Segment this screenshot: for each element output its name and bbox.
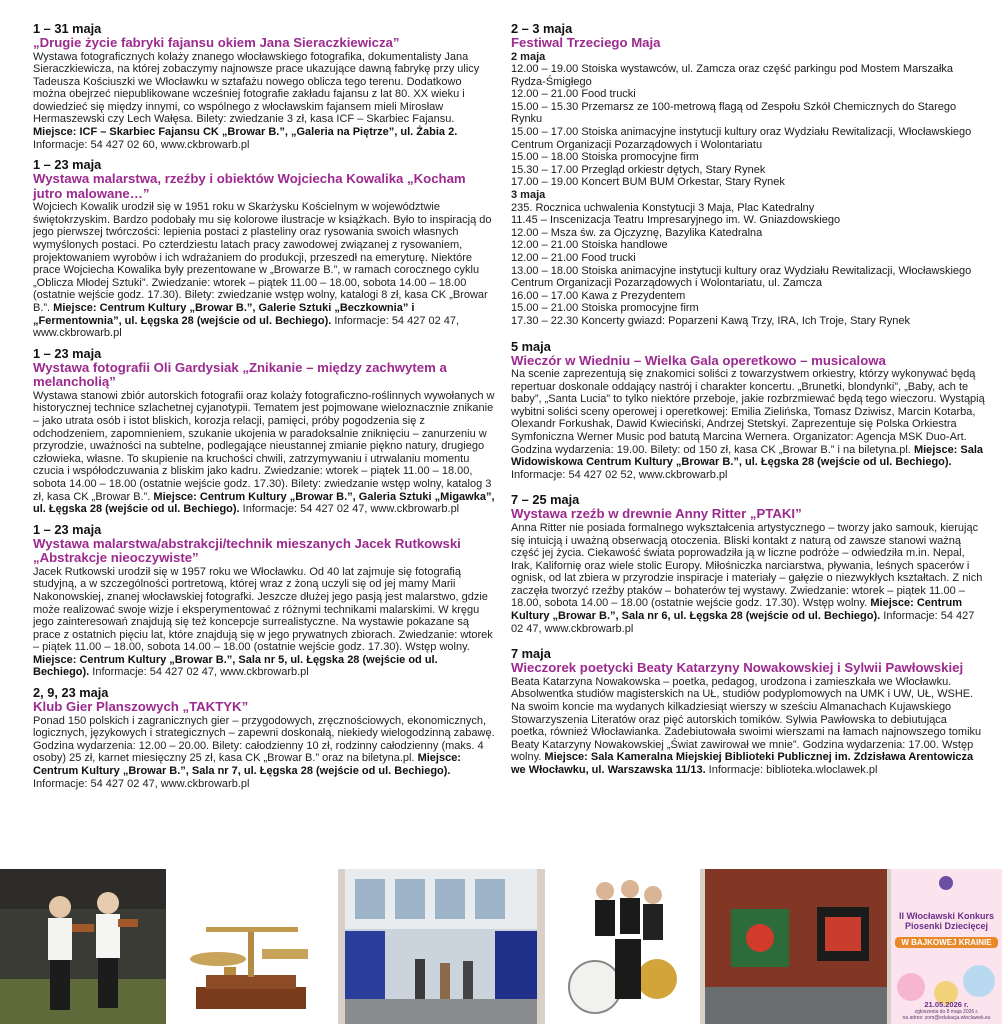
- event-place: Miejsce: Sala Widowiskowa Centrum Kultury „Browar B.”, ul. Łęgska 28 (wejście od ul. Bechiego).: [511, 443, 984, 469]
- event-date: 1 – 23 maja: [33, 345, 102, 361]
- event-title: Klub Gier Planszowych „TAKTYK”: [33, 699, 249, 715]
- event-title: Wystawa malarstwa/abstrakcji/technik mieszanych Jacek Rutkowski „Abstrakcje nieoczywiste”: [33, 535, 461, 566]
- event-title: Wystawa rzeźb w drewnie Anny Ritter „PTAKI”: [511, 506, 802, 522]
- event-place: Miejsce: Centrum Kultury „Browar B.”, Sala nr 6, ul. Łęgska 28 (wejście od ul. Bechiego).: [511, 597, 963, 623]
- event-date: 5 maja: [511, 338, 551, 354]
- event-date: 1 – 31 maja: [33, 21, 102, 36]
- event-place: Miejsce: Sala Kameralna Miejskiej Biblioteki Publicznej im. Zdzisława Arentowicza we Włocławku, ul. Warszawska 11/13.: [511, 751, 974, 776]
- event-place: Miejsce: Centrum Kultury „Browar B.”, Galeria Sztuki „Migawka”, ul. Łęgska 28 (wejście od ul. Bechiego).: [33, 490, 495, 516]
- event-date: 7 maja: [511, 646, 551, 662]
- event-date: 7 – 25 maja: [511, 492, 580, 508]
- event-place: Miejsce: Centrum Kultury „Browar B.”, Sala nr 5, ul. Łęgska 28 (wejście od ul. Bechiego).: [33, 653, 438, 679]
- schedule-item: 17.00 – 19.00 Koncert BUM BUM Orkestar, Stary Rynek: [511, 176, 785, 189]
- event-title: „Drugie życie fabryki fajansu okiem Jana Sieraczkiewicza”: [33, 35, 400, 50]
- event-title: Festiwal Trzeciego Maja: [511, 35, 661, 50]
- schedule-item: 11.45 – Inscenizacja Teatru Impresaryjnego im. W. Gniazdowskiego: [511, 214, 841, 227]
- schedule-item: 12.00 – 19.00 Stoiska wystawców, ul. Zamcza oraz część parkingu pod Mostem Marszałka Rydza-Śmigłego: [511, 63, 954, 88]
- poster-email: na adres: zom@edukacja.wloclawek.eu: [902, 1015, 991, 1021]
- event-description: Jacek Rutkowski urodził się w 1957 roku we Włocławku. Od 40 lat zajmuje się fotografią studyjną, a w szczególności portretową, której wraz z żoną uczyli się od jej mamy Marii Nakonowskiej, znanej włocławskiej fotografki. Jeszcze dłużej jego pasją jest malarstwo, gdzie może realizować swoje wizje i eksperymentować z różnymi technikami malarskimi. W kręgu jego zainteresowań znajdują się też koncepcje surrealistyczne. Na wystawie pokazane są prace z ostatnich pięciu lat, które znajdują się w jego prywatnych zbiorach. Zwiedzanie: wtorek – piątek 11.00 – 18.00, sobota 14.00 – 18.00 (ostatnie wejście godz. 17.30). Wstęp wolny. Miejsce: Centrum Kultury „Browar B.”, Sala nr 5, ul. Łęgska 28 (wejście od ul. Bechiego). Informacje: 54 427 02 47, www.ckbrowarb.pl: [33, 565, 493, 679]
- schedule-item: 15.30 – 17.00 Przegląd orkiestr dętych, Stary Rynek: [511, 163, 766, 176]
- event-gardysiak: [33, 347, 495, 516]
- schedule-item: 235. Rocznica uchwalenia Konstytucji 3 Maja, Plac Katedralny: [511, 201, 815, 214]
- festival-day-label: 3 maja: [511, 189, 546, 202]
- schedule-item: 16.00 – 17.00 Kawa z Prezydentem: [511, 289, 686, 302]
- poster-title: II Włocławski Konkurs Piosenki Dziecięcej: [898, 911, 995, 931]
- poster-date: 21.05.2026 r.: [924, 1000, 969, 1009]
- photo-scale: [166, 869, 338, 1024]
- schedule-item: 15.00 – 18.00 Stoiska promocyjne firm: [511, 151, 699, 164]
- photo-paintings: [705, 869, 887, 1024]
- photo-violinists: [0, 869, 166, 1024]
- event-taktyk: [33, 686, 495, 790]
- event-date: 1 – 23 maja: [33, 157, 102, 173]
- festival-day1-list: [511, 63, 986, 189]
- event-description: Wystawa stanowi zbiór autorskich fotografii oraz kolaży fotograficzno-roślinnych wywołanych w historycznej technice szlachetnej cyjanotypii. Tematem jest pojmowane wieloznacznie znikanie – jako utrata osób i istot bliskich, korozja relacji, pamięci, próby pogodzenia się z odchodzeniem, zapomnieniem, szukanie ukojenia w paradoksalnie zniknięciu – zanurzeniu w przyrodzie, uważności na subtelne, podlegające nieustannej zmianie piękno natury, drugiego człowieka, własne. To skupienie na kruchości chwili, zatrzymywaniu i utrwalaniu momentu czucia i współodczuwania z bliskim jako kadru. Zwiedzanie: wtorek – piątek 11.00 – 18.00, sobota 14.00 – 18.00 (ostatnie wejście godz. 17.30). Bilety: zwiedzanie wstęp wolny, katalog 3 zł, kasa CK „Browar B.”. Miejsce: Centrum Kultury „Browar B.”, Galeria Sztuki „Migawka”, ul. Łęgska 28 (wejście od ul. Bechiego). Informacje: 54 427 02 47, www.ckbrowarb.pl: [33, 389, 495, 516]
- schedule-item: 12.00 – 21.00 Stoiska handlowe: [511, 239, 668, 252]
- photo-band: [545, 869, 700, 1024]
- event-place: Miejsce: ICF – Skarbiec Fajansu CK „Browar B.”, „Galeria na Piętrze”, ul. Żabia 2.: [33, 126, 458, 139]
- schedule-item: 15.00 – 15.30 Przemarsz ze 100-metrową flagą od Zespołu Szkół Chemicznych do Starego Rynku: [511, 100, 957, 126]
- poster-badge: W BAJKOWEJ KRAINIE: [895, 937, 998, 948]
- event-fajans: [33, 22, 495, 151]
- festival-day-label: 2 maja: [511, 50, 546, 63]
- schedule-item: 12.00 – 21.00 Food trucki: [511, 88, 636, 101]
- poster-note: zgłoszenia do 8 maja 2026 r.: [914, 1009, 979, 1015]
- event-date: 2, 9, 23 maja: [33, 685, 109, 701]
- schedule-item: 15.00 – 17.00 Stoiska animacyjne instytucji kultury oraz Wydziału Rewitalizacji, Włocławskiego Centrum Organizacji Pozarządowych i Wolontariatu: [511, 126, 972, 151]
- event-poetry: [511, 647, 986, 776]
- event-description: Wystawa fotograficznych kolaży znanego włocławskiego fotografika, dokumentalisty Jana Sieraczkiewicza, na której zobaczymy najnowsze prace ukazujące dawną fabrykę przy ulicy Tadeusza Kościuszki we Włocławku w sztafażu nowego oblicza tego terenu. Dodatkowo można obejrzeć niepublikowane wcześniej fotografie zakładu fajansu z lat 80. XX wieku i dowiedzieć się między innymi, co wspólnego z włocławskim fajansem mieli Mirosław Hermaszewski czy Lech Wałęsa. Bilety: zwiedzanie 3 zł, kasa ICF – Skarbiec Fajansu. Miejsce: ICF – Skarbiec Fajansu CK „Browar B.”, „Galeria na Piętrze”, ul. Żabia 2. Informacje: 54 427 02 60, www.ckbrowarb.pl: [33, 50, 480, 151]
- schedule-item: 17.30 – 22.30 Koncerty gwiazd: Poparzeni Kawą Trzy, IRA, Ich Troje, Stary Rynek: [511, 314, 911, 327]
- photo-exhibition: [345, 869, 537, 1024]
- event-rutkowski: [33, 523, 495, 679]
- event-date: 1 – 23 maja: [33, 521, 102, 537]
- schedule-item: 12.00 – 21.00 Food trucki: [511, 252, 636, 264]
- event-title: Wieczorek poetycki Beaty Katarzyny Nowakowskiej i Sylwii Pawłowskiej: [511, 660, 964, 676]
- event-description: Beata Katarzyna Nowakowska – poetka, pedagog, urodzona i zamieszkała we Włocławku. Absolwentka studiów magisterskich na UŁ, studiów podyplomowych na UMK i UW, UŁ, WSHE. Na swoim koncie ma wydanych kilkadziesiąt wierszy w sześciu Almanachach Kujawskiego Stowarzyszenia Literatów oraz pięć autorskich tomików. Sylwia Pawłowska to debiutująca poetka, również Włocławianka. Zadebiutowała swoimi wierszami na łamach najnowszego tomiku Beaty Katarzyny Nowakowskiej „Świat zawirował we mnie”. Godzina wydarzenia: 17.00. Wstęp wolny. Miejsce: Sala Kameralna Miejskiej Biblioteki Publicznej im. Zdzisława Arentowicza we Włocławku, ul. Warszawska 11/13. Informacje: biblioteka.wloclawek.pl: [511, 675, 982, 776]
- event-title: Wieczór w Wiedniu – Wielka Gala operetkowo – musicalowa: [511, 352, 886, 368]
- event-description: Na scenie zaprezentują się znakomici soliści z towarzystwem orkiestry, którzy wykonywać będą repertuar doskonale oddający nastrój i charakter koncertu. „Brunetki, blondynki”, „Baby, ach te baby”, „Santa Lucia” to tylko niektóre przeboje, jakie rozbrzmiewać będą tego wieczoru. Wystąpią wybitni soliści sceny operowej i operetkowej: Emilia Zielińska, Tomasz Dziwisz, Marcin Kotarba, Olexandr Forkushak, Dawid Kwieciński, Andrzej Stetskyi. Zaprezentuje się Polska Orkiestra Symfoniczna Werner Music pod batutą Marcina Wernera. Organizator: Agencja MSK Duo-Art. Godzina wydarzenia: 19.00. Bilety: od 150 zł, kasa CK „Browar B.” i na biletyna.pl. Miejsce: Sala Widowiskowa Centrum Kultury „Browar B.”, ul. Łęgska 28 (wejście od ul. Bechiego). Informacje: 54 427 02 52, www.ckbrowarb.pl: [511, 368, 985, 481]
- event-wieden: [511, 340, 986, 482]
- left-column: [33, 22, 495, 797]
- schedule-item: 15.00 – 21.00 Stoiska promocyjne firm: [511, 302, 699, 315]
- event-ritter: [511, 493, 986, 635]
- event-description: Wojciech Kowalik urodził się w 1951 roku w Skarżysku Kościelnym w województwie świętokrzyskim. Bardzo podobały mu się kolorowe ilustracje w książkach. Było to inspiracją do jego pierwszej twórczości: lepienia postaci z plasteliny oraz rysowania swoich własnych wymyślonych postaci. Po czterdziestu latach pracy zawodowej związanej z rysowaniem, projektowaniem wyrobów i ich wdrażaniem do produkcji, przeszedł na emeryturę. Niektóre prace Wojciecha Kowalika były prezentowane w „Browarze B.”, w ramach corocznego cyklu „Oblicza Młodej Sztuki”. Zwiedzanie: wtorek – piątek 11.00 – 18.00, sobota 14.00 – 18.00 (ostatnie wejście godz. 17.30). Bilety: zwiedzanie wstęp wolny, katalogi 8 zł, kasa CK „Browar B.”. Miejsce: Centrum Kultury „Browar B.”, Galerie Sztuki „Beczkownia” i „Fermentownia”, ul. Łęgska 28 (wejście od ul. Bechiego). Informacje: 54 427 02 47, www.ckbrowarb.pl: [33, 201, 492, 340]
- schedule-item: 13.00 – 18.00 Stoiska animacyjne instytucji kultury oraz Wydziału Rewitalizacji, Włocławskiego Centrum Organizacji Pozarządowych i Wolontariatu, ul. Zamcza: [511, 264, 972, 290]
- event-festival: [511, 22, 986, 328]
- festival-day2-list: [511, 202, 986, 328]
- event-date: 2 – 3 maja: [511, 21, 573, 36]
- right-column: [511, 22, 986, 784]
- event-title: Wystawa fotografii Oli Gardysiak „Znikanie – między zachwytem a melancholią”: [33, 359, 447, 390]
- poster-konkurs: [891, 869, 1002, 1024]
- event-title: Wystawa malarstwa, rzeźby i obiektów Wojciecha Kowalika „Kocham jutro malowane…”: [33, 171, 466, 201]
- event-place: Miejsce: Centrum Kultury „Browar B.”, Galerie Sztuki „Beczkownia” i „Fermentownia”, ul. Łęgska 28 (wejście od ul. Bechiego).: [33, 302, 415, 327]
- event-place: Miejsce: Centrum Kultury „Browar B.”, Sala nr 7, ul. Łęgska 28 (wejście od ul. Bechiego).: [33, 752, 461, 777]
- event-description: Anna Ritter nie posiada formalnego wykształcenia artystycznego – tworzy jako samouk, kierując się intuicją i uważną obserwacją otoczenia. Bliski kontakt z naturą od zawsze stanowi ważną część jej życia. Ciekawość świata poprowadziła ją w liczne podróże – odwiedziła m.in. Nepal, Irak, Kalifornię oraz wiele stolic Europy. Miłośniczka narciarstwa, pływania, leśnych spacerów i ognisk, od lat zbiera w przyrodzie inspiracje i materiały – gałęzie o niezwykłych kształtach. Z nich zaczęła tworzyć rzeźby ptaków – bohaterów tej wystawy. Zwiedzanie: wtorek – piątek 11.00 – 18.00, sobota 14.00 – 18.00 (ostatnie wejście godz. 17.30). Wstęp wolny. Miejsce: Centrum Kultury „Browar B.”, Sala nr 6, ul. Łęgska 28 (wejście od ul. Bechiego). Informacje: 54 427 02 47, www.ckbrowarb.pl: [511, 521, 983, 635]
- event-description: Ponad 150 polskich i zagranicznych gier – przygodowych, zręcznościowych, ekonomicznych, logicznych, językowych i strategicznych – zapewni doskonałą, niekiedy wielogodzinną zabawę. Godzina wydarzenia: 12.00 – 20.00. Bilety: całodzienny 10 zł, rodzinny całodzienny (maks. 4 osoby) 25 zł, karnet miesięczny 25 zł, kasa CK „Browar B.” oraz na biletyna.pl. Miejsce: Centrum Kultury „Browar B.”, Sala nr 7, ul. Łęgska 28 (wejście od ul. Bechiego). Informacje: 54 427 02 47, www.ckbrowarb.pl: [33, 714, 495, 790]
- event-kowalik: [33, 158, 495, 340]
- schedule-item: 12.00 – Msza św. za Ojczyznę, Bazylika Katedralna: [511, 226, 763, 239]
